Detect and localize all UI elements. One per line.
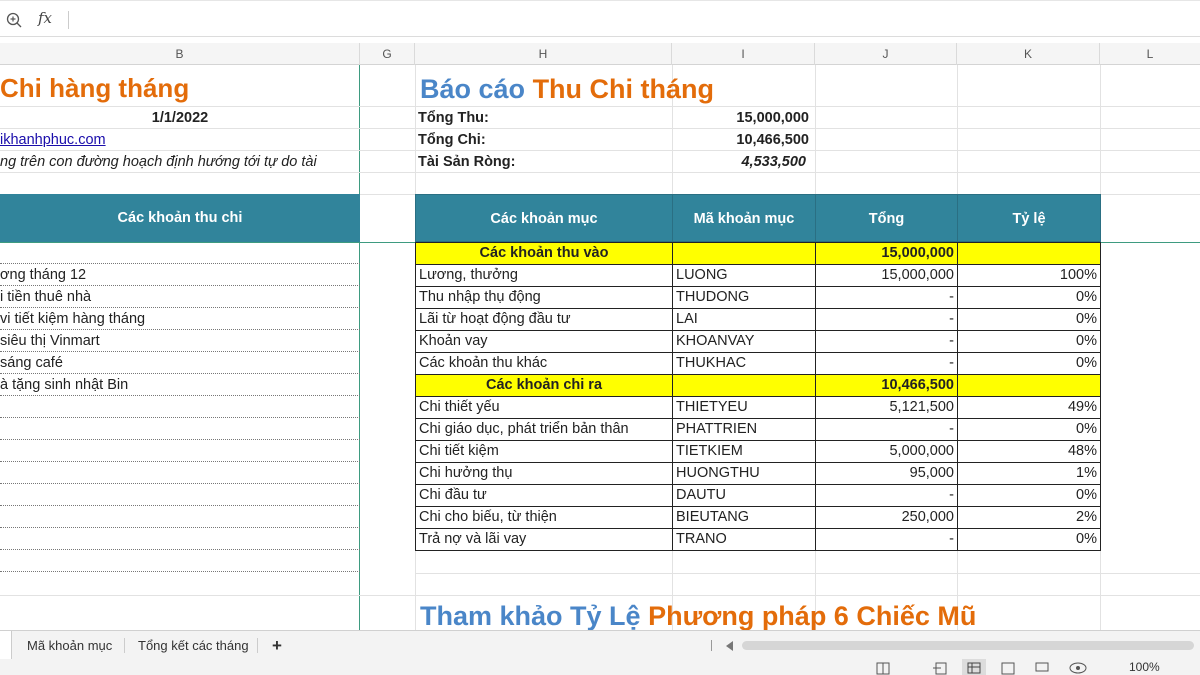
left-title: Chi hàng tháng — [0, 73, 190, 103]
column-header-h[interactable]: H — [415, 43, 672, 65]
sheet-tab-bar — [0, 630, 1200, 659]
table-cell[interactable]: 95,000 — [815, 462, 958, 485]
summary-value: 4,533,500 — [741, 154, 806, 170]
table-cell[interactable]: 100% — [957, 264, 1101, 287]
table-cell[interactable]: 0% — [957, 528, 1101, 551]
table-cell[interactable]: 5,121,500 — [815, 396, 958, 419]
table-cell[interactable]: THUDONG — [672, 286, 816, 309]
table-cell[interactable]: Chi cho biếu, từ thiện — [415, 506, 673, 529]
table-cell[interactable]: 0% — [957, 308, 1101, 331]
table-cell[interactable]: THUKHAC — [672, 352, 816, 375]
table-cell[interactable]: Chi giáo dục, phát triển bản thân — [415, 418, 673, 441]
left-slogan: ng trên con đường hoạch định hướng tới tự do tài — [0, 154, 317, 170]
dotted-row-line — [0, 483, 360, 484]
eye-icon[interactable] — [1069, 662, 1087, 674]
sheet-layout-icon[interactable] — [876, 662, 890, 675]
table-cell[interactable]: 15,000,000 — [815, 264, 958, 287]
table-header: Tổng — [815, 194, 958, 242]
table-cell[interactable]: 5,000,000 — [815, 440, 958, 463]
summary-label: Tổng Thu: — [418, 110, 489, 126]
table-cell[interactable]: - — [815, 528, 958, 551]
table-group-cell[interactable]: Các khoản chi ra — [415, 374, 673, 397]
status-bar — [0, 659, 1200, 675]
table-cell[interactable]: PHATTRIEN — [672, 418, 816, 441]
left-date: 1/1/2022 — [151, 110, 209, 126]
table-cell[interactable]: Lãi từ hoạt động đầu tư — [415, 308, 673, 331]
table-cell[interactable]: 250,000 — [815, 506, 958, 529]
table-cell[interactable]: KHOANVAY — [672, 330, 816, 353]
summary-value: 10,466,500 — [736, 132, 809, 148]
dotted-row-line — [0, 417, 360, 418]
sheet-tab-active[interactable] — [0, 631, 12, 660]
table-cell[interactable]: 0% — [957, 484, 1101, 507]
scroll-divider — [711, 640, 712, 651]
table-cell[interactable]: - — [815, 308, 958, 331]
table-cell[interactable]: - — [815, 330, 958, 353]
formula-bar — [0, 0, 1200, 37]
left-list-item: siêu thị Vinmart — [0, 333, 100, 349]
column-header-b[interactable]: B — [0, 43, 360, 65]
summary-value: 15,000,000 — [736, 110, 809, 126]
website-link[interactable]: ikhanhphuc.com — [0, 132, 106, 148]
table-cell[interactable]: Thu nhập thụ động — [415, 286, 673, 309]
table-cell[interactable]: - — [815, 418, 958, 441]
left-list-item: i tiền thuê nhà — [0, 289, 92, 305]
table-group-cell[interactable]: 10,466,500 — [815, 374, 958, 397]
table-cell[interactable]: 49% — [957, 396, 1101, 419]
column-header-j[interactable]: J — [815, 43, 957, 65]
export-icon[interactable] — [933, 662, 947, 675]
table-cell[interactable]: Lương, thưởng — [415, 264, 673, 287]
add-sheet-button[interactable]: + — [272, 636, 282, 655]
table-cell[interactable]: Khoản vay — [415, 330, 673, 353]
formula-divider — [68, 11, 69, 29]
column-header-k[interactable]: K — [957, 43, 1100, 65]
dotted-row-line — [0, 571, 360, 572]
table-cell[interactable]: 0% — [957, 330, 1101, 353]
sheet-tab[interactable]: Mã khoản mục — [27, 638, 113, 653]
table-cell[interactable]: Chi đầu tư — [415, 484, 673, 507]
table-group-cell[interactable] — [957, 242, 1101, 265]
dotted-row-line — [0, 461, 360, 462]
table-cell[interactable]: DAUTU — [672, 484, 816, 507]
table-cell[interactable]: Các khoản thu khác — [415, 352, 673, 375]
summary-label: Tổng Chi: — [418, 132, 486, 148]
table-cell[interactable]: Trả nợ và lãi vay — [415, 528, 673, 551]
report-title-part1: Báo cáo — [420, 74, 526, 104]
tab-divider — [257, 638, 258, 653]
table-group-cell[interactable]: Các khoản thu vào — [415, 242, 673, 265]
table-cell[interactable]: 0% — [957, 418, 1101, 441]
sheet-tab[interactable]: Tổng kết các tháng — [138, 638, 249, 653]
left-list-item: ơng tháng 12 — [0, 267, 87, 283]
reference-title — [420, 599, 976, 630]
table-cell[interactable]: Chi hưởng thụ — [415, 462, 673, 485]
table-group-cell[interactable] — [672, 374, 816, 397]
gridline — [0, 595, 1200, 596]
formula-input[interactable] — [74, 7, 1194, 31]
table-group-cell[interactable] — [672, 242, 816, 265]
scroll-left-icon[interactable] — [726, 641, 734, 651]
sheet-grid[interactable] — [0, 65, 1200, 630]
dotted-row-line — [0, 549, 360, 550]
column-header-l[interactable]: L — [1146, 47, 1154, 61]
normal-view-icon — [967, 662, 981, 674]
column-header-i[interactable]: I — [672, 43, 815, 65]
gridline — [415, 573, 1200, 574]
table-cell[interactable]: LAI — [672, 308, 816, 331]
left-header: Các khoản thu chi — [0, 194, 360, 242]
tab-divider — [124, 638, 125, 653]
table-cell[interactable]: TIETKIEM — [672, 440, 816, 463]
table-cell[interactable]: LUONG — [672, 264, 816, 287]
left-list-item: vi tiết kiệm hàng tháng — [0, 311, 146, 327]
dotted-row-line — [0, 527, 360, 528]
table-cell[interactable]: HUONGTHU — [672, 462, 816, 485]
page-layout-icon[interactable] — [1001, 662, 1015, 675]
table-header: Tỷ lệ — [957, 194, 1101, 242]
table-cell[interactable]: 48% — [957, 440, 1101, 463]
table-cell[interactable]: - — [815, 286, 958, 309]
table-cell[interactable]: 1% — [957, 462, 1101, 485]
summary-label: Tài Sản Ròng: — [418, 154, 516, 170]
column-header-g[interactable]: G — [360, 43, 415, 65]
zoom-level[interactable]: 100% — [1129, 660, 1160, 674]
table-header: Các khoản mục — [415, 194, 673, 242]
reference-title-part2: Phương pháp 6 Chiếc Mũ — [648, 601, 977, 630]
page-break-icon[interactable] — [1035, 662, 1049, 675]
table-header: Mã khoản mục — [672, 194, 816, 242]
left-list-item: sáng café — [0, 355, 63, 371]
table-group-cell[interactable]: 15,000,000 — [815, 242, 958, 265]
table-cell[interactable]: - — [815, 352, 958, 375]
table-cell[interactable]: THIETYEU — [672, 396, 816, 419]
dotted-row-line — [0, 505, 360, 506]
left-list-item: à tặng sinh nhật Bin — [0, 377, 129, 393]
dotted-row-line — [0, 439, 360, 440]
report-title-part2: Thu Chi tháng — [532, 74, 715, 104]
table-cell[interactable]: - — [815, 484, 958, 507]
table-cell[interactable]: TRANO — [672, 528, 816, 551]
table-cell[interactable]: 0% — [957, 286, 1101, 309]
zoom-in-icon[interactable] — [6, 12, 22, 28]
table-cell[interactable]: BIEUTANG — [672, 506, 816, 529]
horizontal-scrollbar[interactable] — [742, 641, 1194, 650]
table-cell[interactable]: Chi tiết kiệm — [415, 440, 673, 463]
normal-view-button[interactable] — [962, 659, 986, 675]
fx-icon[interactable]: fx — [38, 9, 53, 27]
table-cell[interactable]: 0% — [957, 352, 1101, 375]
table-group-cell[interactable] — [957, 374, 1101, 397]
column-header-row — [0, 43, 1200, 65]
reference-title-part1: Tham khảo Tỷ Lệ — [420, 601, 641, 630]
table-cell[interactable]: Chi thiết yếu — [415, 396, 673, 419]
table-cell[interactable]: 2% — [957, 506, 1101, 529]
report-title — [420, 71, 714, 107]
